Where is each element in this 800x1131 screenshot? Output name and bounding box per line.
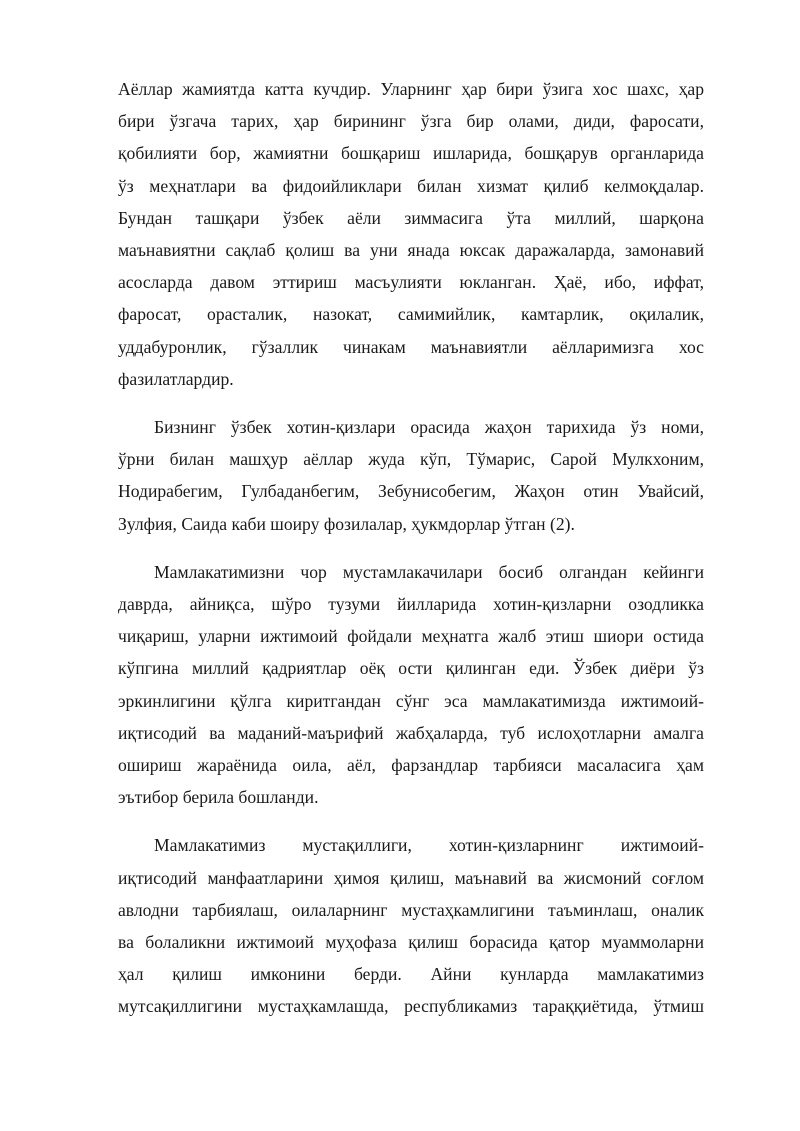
text-line: чиқариш, уларни ижтимоий фойдали меҳнатга жалб этиш шиори остида [118, 626, 704, 647]
paragraph-4 [118, 829, 704, 1022]
text-line: Бизнинг ўзбек хотин-қизлари орасида жаҳон тарихида ўз номи, [154, 417, 704, 438]
text-line: иқтисодий ва маданий-маърифий жабҳаларда, туб ислоҳотларни амалга [118, 722, 704, 743]
text-line: Аёллар жамиятда катта кучдир. Уларнинг ҳар бири ўзига хос шахс, ҳар [118, 79, 704, 99]
text-line: қобилияти бор, жамиятни бошқариш ишларида, бошқарув органларида [118, 143, 704, 164]
text-line: Мамлакатимиз мустақиллиги, хотин-қизларнинг ижтимоий- [154, 835, 704, 856]
text-line: бири ўзгача тарих, ҳар бирининг ўзга бир олами, диди, фаросати, [118, 111, 704, 132]
text-line: уддабуронлик, гўзаллик чинакам маънавиятли аёлларимизга хос [118, 336, 704, 357]
text-line: маънавиятни сақлаб қолиш ва уни янада юксак даражаларда, замонавий [118, 240, 704, 261]
paragraph-gap [118, 540, 704, 556]
text-line: эркинлигини қўлга киритгандан сўнг эса мамлакатимизда ижтимоий- [118, 690, 704, 711]
text-line: ўрни билан машҳур аёллар жуда кўп, Тўмарис, Сарой Мулкхоним, [118, 449, 704, 470]
text-line: Мамлакатимизни чор мустамлакачилари босиб олгандан кейинги [154, 561, 704, 582]
paragraph-3 [118, 556, 704, 814]
text-line: Зулфия, Саида каби шоиру фозилалар, ҳукмдорлар ўтган (2). [118, 513, 575, 534]
text-line: Бундан ташқари ўзбек аёли зиммасига ўта миллий, шарқона [118, 207, 704, 228]
text-line: иқтисодий манфаатларини ҳимоя қилиш, маънавий ва жисмоний соғлом [118, 867, 704, 888]
text-line: даврда, айниқса, шўро тузуми йилларида хотин-қизларни озодликка [118, 594, 704, 615]
paragraph-gap [118, 813, 704, 829]
text-line: Нодирабегим, Гулбаданбегим, Зебунисобегим, Жаҳон отин Увайсий, [118, 481, 704, 502]
paragraph-2 [118, 411, 704, 540]
text-line: фазилатлардир. [118, 368, 234, 389]
document-page [118, 73, 704, 1023]
text-line: ва болаликни ижтимоий муҳофаза қилиш борасида қатор муаммоларни [118, 932, 704, 953]
text-line: асосларда давом эттириш масъулияти юкланган. Ҳаё, ибо, иффат, [118, 272, 704, 293]
text-line: ҳал қилиш имконини берди. Айни кунларда мамлакатимиз [118, 964, 704, 985]
text-line: фаросат, орасталик, назокат, самимийлик, камтарлик, оқилалик, [118, 304, 704, 325]
text-line: авлодни тарбиялаш, оилаларнинг мустаҳкамлигини таъминлаш, оналик [118, 899, 704, 920]
text-line: кўпгина миллий қадриятлар оёқ ости қилинган еди. Ўзбек диёри ўз [118, 658, 704, 679]
text-line: эътибор берила бошланди. [118, 787, 319, 808]
text-line: ўз меҳнатлари ва фидоийликлари билан хизмат қилиб келмоқдалар. [118, 175, 704, 196]
paragraph-1 [118, 73, 704, 395]
text-line: мутсақиллигини мустаҳкамлашда, республикамиз тараққиётида, ўтмиш [118, 996, 704, 1017]
text-line: ошириш жараёнида оила, аёл, фарзандлар тарбияси масаласига ҳам [118, 755, 704, 776]
paragraph-gap [118, 395, 704, 411]
